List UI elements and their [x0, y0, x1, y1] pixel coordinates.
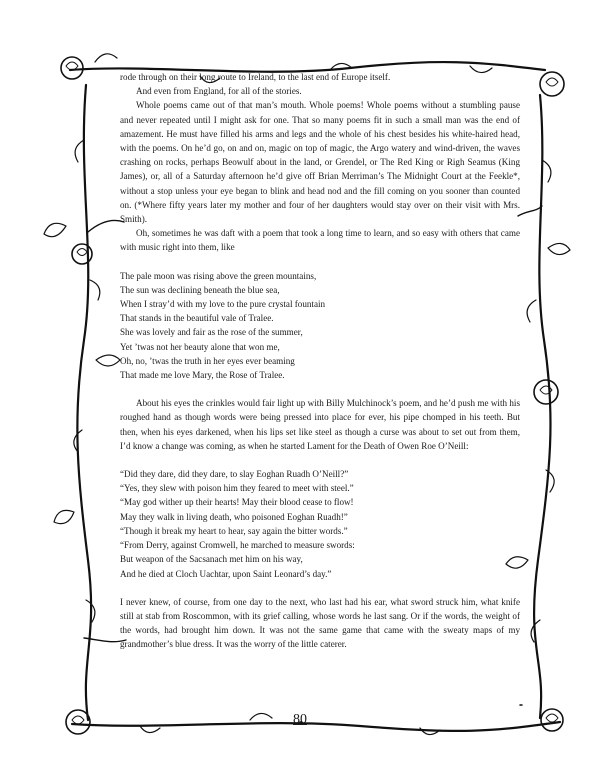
page-body: [120, 70, 520, 652]
verse-line: The sun was declining beneath the blue sea,: [120, 284, 280, 295]
spacer: [120, 382, 520, 396]
paragraph-2: And even from England, for all of the stories.: [136, 86, 302, 97]
verse-line: Yet ’twas not her beauty alone that won me,: [120, 341, 280, 352]
verse-line: But weapon of the Sacsanach met him on his way,: [120, 554, 303, 565]
paragraph-4: Oh, sometimes he was daft with a poem that took a long time to learn, and so easy with others that came with music right into them, like: [120, 228, 520, 253]
verse-line: May they walk in living death, who poisoned Eoghan Ruadh!”: [120, 511, 348, 522]
verse-line: “Did they dare, did they dare, to slay Eoghan Ruadh O’Neill?”: [120, 469, 349, 480]
verse-line: “Though it break my heart to hear, say again the bitter words.”: [120, 525, 348, 536]
verse-line: She was lovely and fair as the rose of the summer,: [120, 327, 303, 338]
verse-line: That made me love Mary, the Rose of Tralee.: [120, 370, 285, 381]
paragraph-6: I never knew, of course, from one day to the next, who last had his ear, what sword struck him, what knife still at stab from Roscommon, with its grief calling, whose words he last sang. Or if the words, the weight of the words, had brought him down. It was not the same game that came with the sweaty maps of my grandmother’s blue dress. It was the worry of the little caterer.: [120, 596, 520, 650]
verse-line: And he died at Cloch Uachtar, upon Saint Leonard’s day.”: [120, 568, 332, 579]
verse-line: The pale moon was rising above the green mountains,: [120, 270, 317, 281]
verse-line: “From Derry, against Cromwell, he marched to measure swords:: [120, 540, 355, 551]
verse-line: “May god wither up their hearts! May their blood cease to flow!: [120, 497, 354, 508]
verse-rose-of-tralee: [120, 269, 520, 383]
verse-line: When I stray’d with my love to the pure crystal fountain: [120, 299, 326, 310]
spacer: [120, 255, 520, 269]
verse-line: That stands in the beautiful vale of Tralee.: [120, 313, 274, 324]
verse-line: “Yes, they slew with poison him they feared to meet with steel.”: [120, 483, 354, 494]
paragraph-1: rode through on their long route to Ireland, to the last end of Europe itself.: [120, 72, 391, 82]
verse-line: Oh, no, ’twas the truth in her eyes ever beaming: [120, 355, 295, 366]
spacer: [120, 453, 520, 467]
paragraph-5: About his eyes the crinkles would fair light up with Billy Mulchinock’s poem, and he’d push me with his roughed hand as though words were being pressed into place for ever, his pipe chomped in his teeth. But then, when his eyes darkened, when his lips set like steel as though a curse was about to set out from them, I’d know a change was coming, as when he started Lament for the Death of Owen Roe O’Neill:: [120, 398, 520, 451]
paragraph-3: Whole poems came out of that man’s mouth. Whole poems! Whole poems without a stumbling pause and never repeated until I might ask for one. That so many poems fit in such a small man was the end of amazement. He must have filled his arms and legs and the whole of his chest besides his white-haired head, with the poems. On he’d go, on and on, magic on top of magic, the Argo watery and wind-driven, the waves crashing on rocks, perhaps Beowulf about in the land, or Grendel, or The Red King or Righ Seamus (King James), or, all of a Saturday afternoon he’d give off Brian Merriman’s The Midnight Court at the Feekle*, without a stop unless your eye began to blink and head nod and the fill coming on you sooner than counted on. (*Where fifty years later my mother and four of her daughters would stay over on their visit with Mrs. Smith).: [120, 100, 520, 225]
page-number: 80: [293, 712, 307, 727]
verse-lament-owen-roe: [120, 467, 520, 581]
spacer: [120, 581, 520, 595]
